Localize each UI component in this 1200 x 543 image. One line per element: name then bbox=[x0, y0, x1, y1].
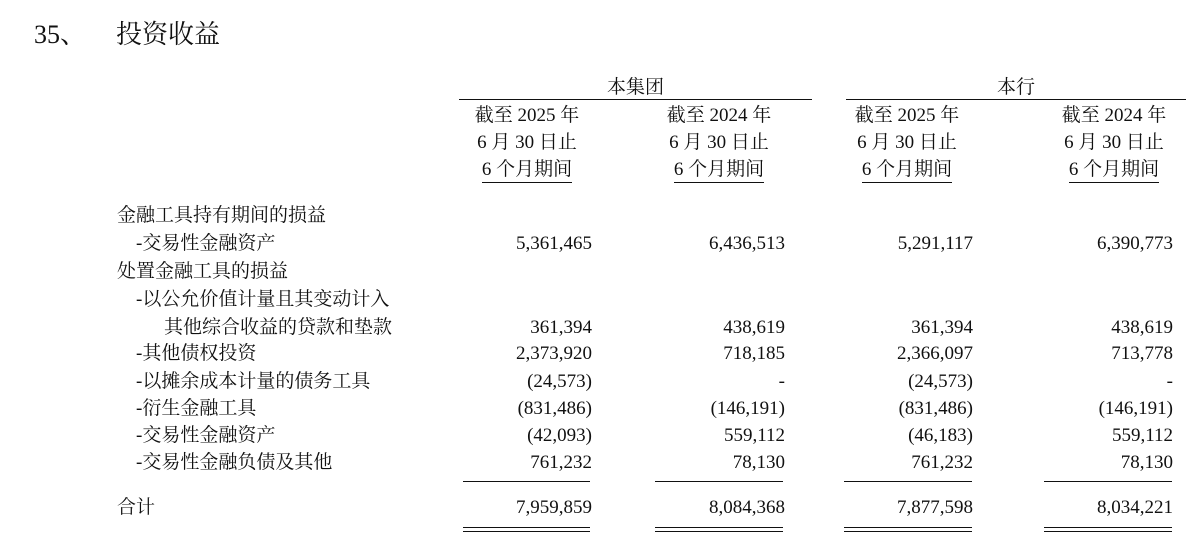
cell-value: 78,130 bbox=[732, 452, 785, 473]
cell-value: 713,778 bbox=[1111, 343, 1173, 364]
subtotal-rule bbox=[1044, 481, 1172, 482]
cell-value: (42,093) bbox=[527, 425, 592, 446]
cell-value: 559,112 bbox=[723, 425, 785, 446]
cell-value: (146,191) bbox=[710, 398, 785, 419]
group-header-group: 本集团 bbox=[459, 76, 812, 100]
column-header-line: 截至 2024 年 bbox=[666, 105, 772, 126]
table-row bbox=[0, 422, 1200, 449]
total-value: 8,084,368 bbox=[709, 497, 785, 518]
cell-value: (146,191) bbox=[1098, 398, 1173, 419]
table-row bbox=[0, 314, 1200, 341]
table-row bbox=[0, 368, 1200, 395]
cell-value: 438,619 bbox=[1111, 317, 1173, 338]
subtotal-rule bbox=[463, 481, 590, 482]
cell-value: 761,232 bbox=[911, 452, 973, 473]
total-double-rule bbox=[844, 527, 972, 532]
cell-value: (831,486) bbox=[898, 398, 973, 419]
cell-value: (24,573) bbox=[908, 371, 973, 392]
cell-value: 361,394 bbox=[911, 317, 973, 338]
section-title: 投资收益 bbox=[116, 20, 221, 49]
total-double-rule bbox=[655, 527, 783, 532]
column-header-1 bbox=[427, 102, 627, 183]
total-value: 8,034,221 bbox=[1097, 497, 1173, 518]
total-double-rule bbox=[463, 527, 590, 532]
section-number: 35、 bbox=[34, 20, 87, 49]
table-row bbox=[0, 340, 1200, 367]
column-header-line: 截至 2025 年 bbox=[854, 105, 960, 126]
row-label: 金融工具持有期间的损益 bbox=[117, 205, 327, 226]
cell-value: 6,390,773 bbox=[1097, 233, 1173, 254]
cell-value: (831,486) bbox=[517, 398, 592, 419]
cell-value: 6,436,513 bbox=[709, 233, 785, 254]
cell-value: - bbox=[778, 371, 785, 392]
column-header-line: 6 个月期间 bbox=[482, 158, 572, 183]
row-label: -交易性金融资产 bbox=[136, 233, 276, 254]
cell-value: 2,366,097 bbox=[897, 343, 973, 364]
subtotal-rule bbox=[655, 481, 783, 482]
cell-value: 361,394 bbox=[530, 317, 592, 338]
column-header-line: 6 月 30 日止 bbox=[1064, 132, 1164, 153]
cell-value: (46,183) bbox=[908, 425, 973, 446]
table-row bbox=[0, 230, 1200, 257]
column-header-line: 6 月 30 日止 bbox=[669, 132, 769, 153]
cell-value: (24,573) bbox=[527, 371, 592, 392]
total-double-rule bbox=[1044, 527, 1172, 532]
cell-value: 2,373,920 bbox=[516, 343, 592, 364]
cell-value: - bbox=[1166, 371, 1173, 392]
column-header-line: 6 个月期间 bbox=[1069, 158, 1159, 183]
row-label: 其他综合收益的贷款和垫款 bbox=[164, 317, 393, 338]
row-label: -其他债权投资 bbox=[136, 343, 257, 364]
table-row bbox=[0, 202, 1200, 229]
total-value: 7,877,598 bbox=[897, 497, 973, 518]
cell-value: 78,130 bbox=[1120, 452, 1173, 473]
total-label: 合计 bbox=[117, 497, 156, 518]
group-header-bank: 本行 bbox=[846, 76, 1186, 100]
column-header-line: 截至 2025 年 bbox=[474, 105, 580, 126]
cell-value: 5,291,117 bbox=[897, 233, 973, 254]
column-header-line: 6 月 30 日止 bbox=[857, 132, 957, 153]
row-label: -交易性金融负债及其他 bbox=[136, 452, 333, 473]
column-header-line: 6 个月期间 bbox=[674, 158, 764, 183]
cell-value: 718,185 bbox=[723, 343, 785, 364]
row-label: -以公允价值计量且其变动计入 bbox=[136, 289, 390, 310]
table-row bbox=[0, 449, 1200, 476]
table-row bbox=[0, 258, 1200, 285]
column-header-3 bbox=[807, 102, 1007, 183]
cell-value: 559,112 bbox=[1111, 425, 1173, 446]
row-label: -以摊余成本计量的债务工具 bbox=[136, 371, 371, 392]
total-value: 7,959,859 bbox=[516, 497, 592, 518]
cell-value: 761,232 bbox=[530, 452, 592, 473]
column-header-2 bbox=[619, 102, 819, 183]
column-header-line: 截至 2024 年 bbox=[1061, 105, 1167, 126]
table-row bbox=[0, 286, 1200, 313]
row-label: -交易性金融资产 bbox=[136, 425, 276, 446]
column-header-4 bbox=[1014, 102, 1200, 183]
table-row bbox=[0, 395, 1200, 422]
column-header-line: 6 月 30 日止 bbox=[477, 132, 577, 153]
row-label: -衍生金融工具 bbox=[136, 398, 257, 419]
cell-value: 5,361,465 bbox=[516, 233, 592, 254]
total-row bbox=[0, 494, 1200, 521]
column-header-line: 6 个月期间 bbox=[862, 158, 952, 183]
subtotal-rule bbox=[844, 481, 972, 482]
row-label: 处置金融工具的损益 bbox=[117, 261, 289, 282]
cell-value: 438,619 bbox=[723, 317, 785, 338]
